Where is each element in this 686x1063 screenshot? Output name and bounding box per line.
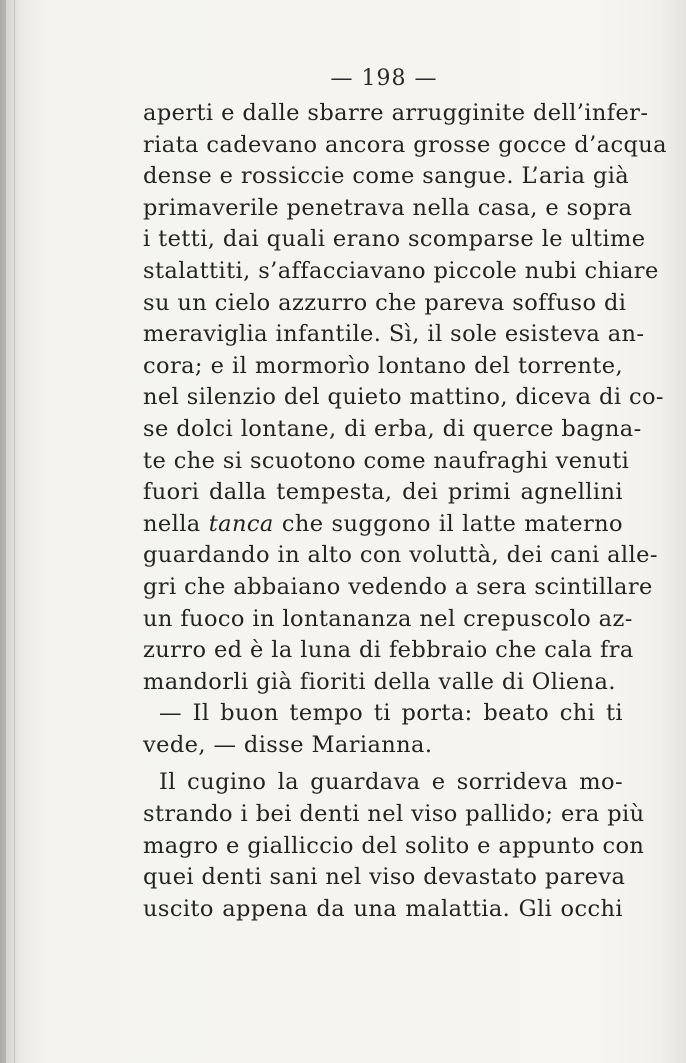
text-line: quei denti sani nel viso devastato pareva [143, 864, 626, 891]
text-line: — Il buon tempo ti porta: beato chi ti [159, 700, 623, 727]
text-line: su un cielo azzurro che pareva soffuso di [143, 289, 627, 316]
page-number: — 198 — [330, 66, 438, 91]
text-line: cora; e il mormorìo lontano del torrente, [143, 352, 623, 379]
text-line: se dolci lontane, di erba, di querce bagna- [143, 415, 642, 442]
italic-word: tanca [208, 510, 274, 537]
text-line: dense e rossiccie come sangue. L’aria già [143, 163, 630, 190]
text-line: te che si scuotono come naufraghi venuti [143, 447, 630, 474]
text-line: uscito appena da una malattia. Gli occhi [143, 895, 623, 922]
text-line: primaverile penetrava nella casa, e sopra [143, 194, 633, 221]
text-line: strando i bei denti nel viso pallido; era più [143, 801, 645, 828]
text-segment: che suggono il latte materno [273, 510, 623, 537]
text-line: gri che abbaiano vedendo a sera scintillare [143, 573, 653, 600]
text-line: riata cadevano ancora grosse gocce d’acqua [143, 131, 667, 158]
text-line: fuori dalla tempesta, dei primi agnellini [143, 479, 623, 506]
text-line: magro e gialliccio del solito e appunto con [143, 832, 645, 859]
text-line: guardando in alto con voluttà, dei cani alle- [143, 542, 658, 569]
text-line: aperti e dalle sbarre arrugginite dell’infer- [143, 100, 649, 126]
text-segment: nella [143, 510, 209, 537]
binding-crease [14, 0, 15, 1063]
text-line: Il cugino la guardava e sorrideva mo- [159, 769, 623, 796]
text-line: stalattiti, s’affacciavano piccole nubi chiare [143, 257, 659, 284]
text-line: un fuoco in lontananza nel crepuscolo az- [143, 605, 633, 632]
text-line: vede, — disse Marianna. [143, 731, 433, 758]
text-line: mandorli già fioriti della valle di Oliena. [143, 668, 616, 695]
text-line: i tetti, dai quali erano scomparse le ultime [143, 226, 646, 253]
text-line-with-italic [143, 509, 623, 541]
text-line: meraviglia infantile. Sì, il sole esisteva an- [143, 321, 645, 348]
text-line: nel silenzio del quieto mattino, diceva di co- [143, 384, 664, 411]
text-line: zurro ed è la luna di febbraio che cala fra [143, 637, 634, 664]
binding-shadow [0, 0, 6, 1063]
body-text [143, 98, 667, 925]
